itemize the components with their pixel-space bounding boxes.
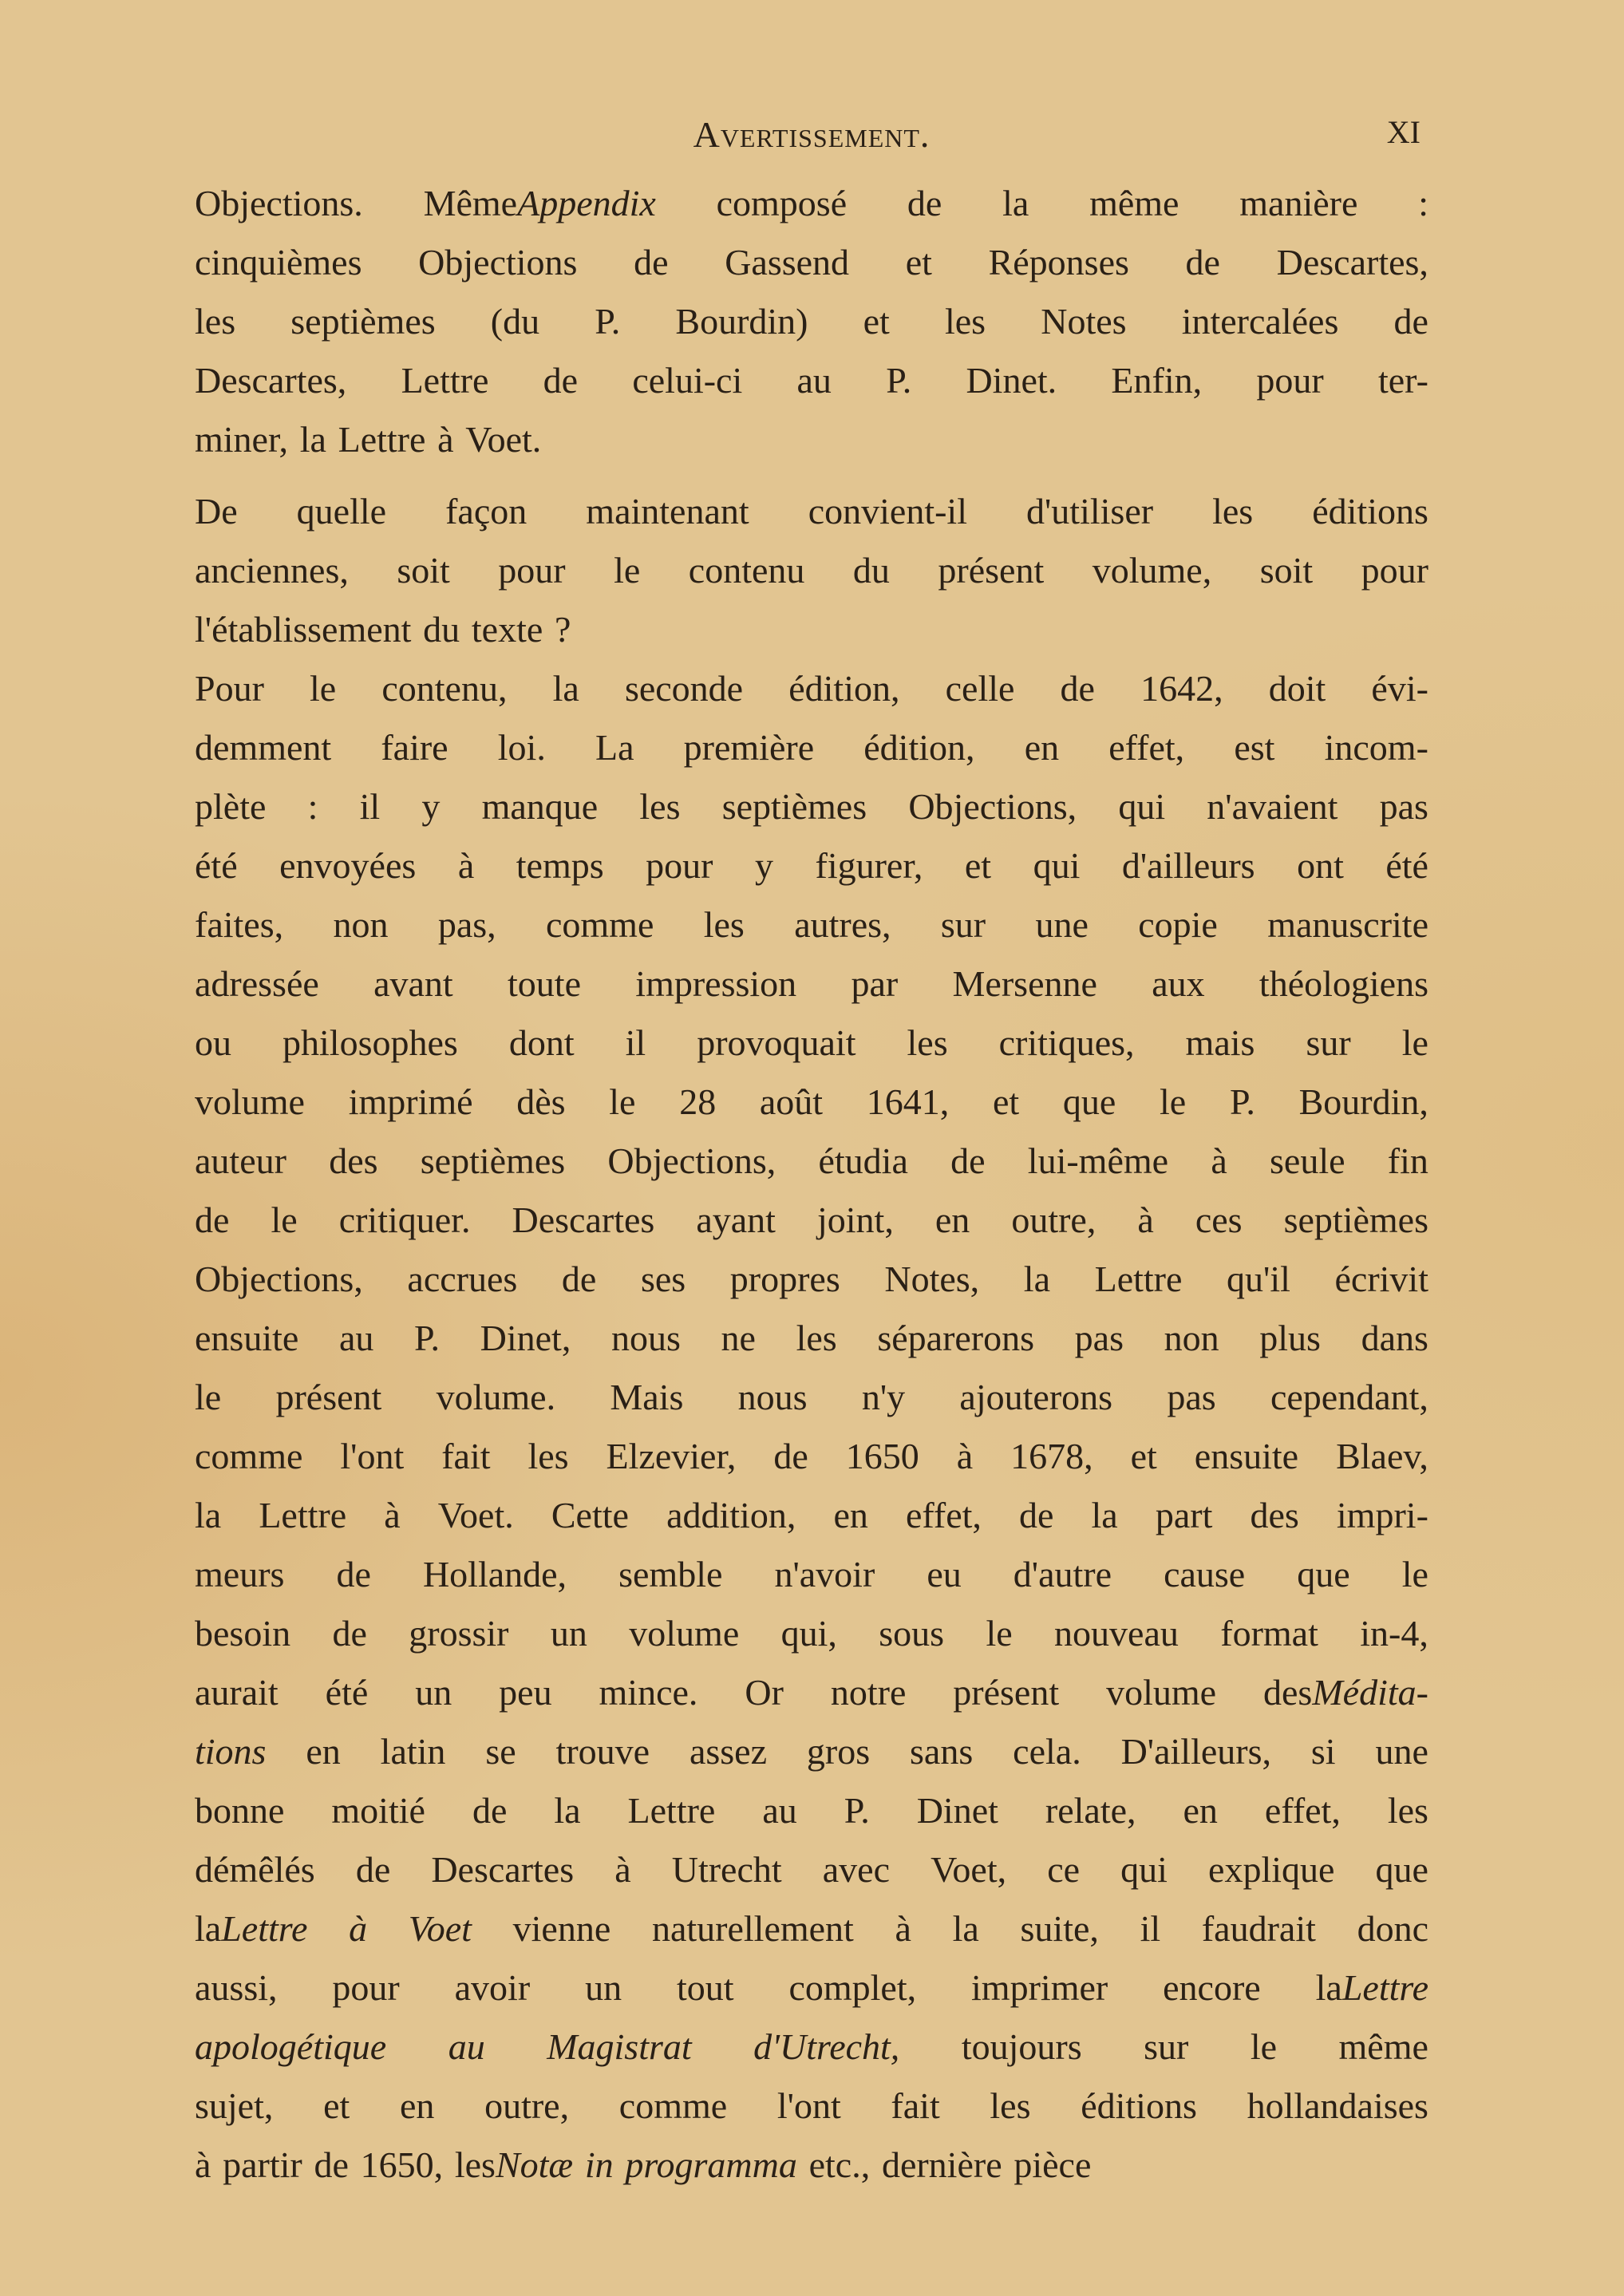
text-line: volume imprimé dès le 28 août 1641, et que le P. Bourdin, (195, 1081, 1428, 1122)
text-line: auteur des septièmes Objections, étudia de lui-même à seule fin (195, 1140, 1428, 1181)
text-line: besoin de grossir un volume qui, sous le nouveau format in-4, (195, 1613, 1428, 1654)
text-line: démêlés de Descartes à Utrecht avec Voet, ce qui explique que (195, 1849, 1428, 1890)
text-line: les septièmes (du P. Bourdin) et les Notes intercalées de (195, 301, 1428, 342)
body-text (195, 174, 1428, 2195)
text-line: la Lettre à Voet. Cette addition, en effet, de la part des impri- (195, 1495, 1428, 1535)
text-line: laLettre à Voet vienne naturellement à la suite, il faudrait donc (195, 1908, 1428, 1949)
text-line: ensuite au P. Dinet, nous ne les séparerons pas non plus dans (195, 1318, 1428, 1358)
text-line: Pour le contenu, la seconde édition, celle de 1642, doit évi- (195, 668, 1428, 709)
text-line: à partir de 1650, lesNotæ in programma etc., dernière pièce (195, 2144, 1092, 2185)
text-line: aussi, pour avoir un tout complet, imprimer encore laLettre (195, 1967, 1428, 2008)
text-line: Descartes, Lettre de celui-ci au P. Dinet. Enfin, pour ter- (195, 360, 1428, 401)
text-line: demment faire loi. La première édition, en effet, est incom- (195, 727, 1428, 768)
text-line: le présent volume. Mais nous n'y ajouterons pas cependant, (195, 1377, 1428, 1417)
text-line: anciennes, soit pour le contenu du présent volume, soit pour (195, 550, 1428, 591)
text-line: aurait été un peu mince. Or notre présent volume desMédita- (195, 1672, 1428, 1713)
text-line: tions en latin se trouve assez gros sans cela. D'ailleurs, si une (195, 1731, 1428, 1772)
paragraph (195, 659, 1428, 2195)
text-line: Objections. MêmeAppendix composé de la même manière : (195, 183, 1428, 223)
running-header (195, 113, 1428, 161)
paragraph (195, 482, 1428, 659)
text-line: apologétique au Magistrat d'Utrecht, toujours sur le même (195, 2026, 1428, 2067)
text-line: l'établissement du texte ? (195, 609, 571, 650)
text-line: Objections, accrues de ses propres Notes, la Lettre qu'il écrivit (195, 1259, 1428, 1299)
text-line: De quelle façon maintenant convient-il d'utiliser les éditions (195, 491, 1428, 532)
paragraph-gap (195, 469, 1428, 482)
text-line: meurs de Hollande, semble n'avoir eu d'autre cause que le (195, 1554, 1428, 1595)
text-line: bonne moitié de la Lettre au P. Dinet relate, en effet, les (195, 1790, 1428, 1831)
text-line: adressée avant toute impression par Mersenne aux théologiens (195, 963, 1428, 1004)
text-line: miner, la Lettre à Voet. (195, 419, 542, 460)
paragraph (195, 174, 1428, 469)
text-line: de le critiquer. Descartes ayant joint, en outre, à ces septièmes (195, 1199, 1428, 1240)
running-title: Avertissement. (693, 114, 931, 155)
text-line: comme l'ont fait les Elzevier, de 1650 à 1678, et ensuite Blaev, (195, 1436, 1428, 1476)
text-line: ou philosophes dont il provoquait les critiques, mais sur le (195, 1022, 1428, 1063)
page-number: XI (1386, 114, 1421, 150)
text-line: cinquièmes Objections de Gassend et Réponses de Descartes, (195, 242, 1428, 283)
text-line: faites, non pas, comme les autres, sur une copie manuscrite (195, 904, 1428, 945)
text-line: été envoyées à temps pour y figurer, et qui d'ailleurs ont été (195, 845, 1428, 886)
text-line: plète : il y manque les septièmes Objections, qui n'avaient pas (195, 786, 1428, 827)
text-line: sujet, et en outre, comme l'ont fait les éditions hollandaises (195, 2085, 1428, 2126)
